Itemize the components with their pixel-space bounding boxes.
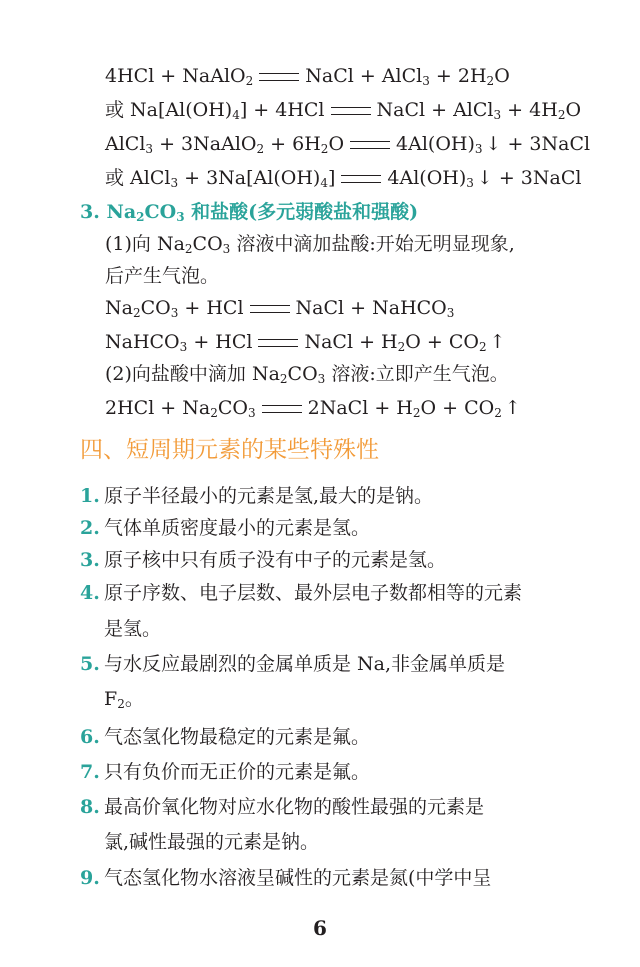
reaction-line-6 [105,330,506,354]
equals-sign [250,305,290,313]
list-item-9 [80,866,491,890]
item-number: 2. [80,517,100,539]
reaction-line-1 [105,64,510,88]
reaction-text: + HCl [178,297,244,319]
list-item-5-cont [104,687,144,711]
subscript: 2 [136,210,145,224]
subscript: 3 [474,142,483,156]
reaction-text: 4Al(OH) [387,167,467,189]
list-item-6 [80,725,370,749]
subscript: 2 [478,340,487,354]
reaction-text: 2HCl + Na [105,397,211,419]
reaction-text: NaCl + NaHCO [295,297,447,319]
subscript: 3 [170,176,179,190]
reaction-text: O + CO [405,331,479,353]
reaction-text: + 2H [429,65,487,87]
item-text: 气态氢化物最稳定的元素是氟。 [104,726,371,748]
subscript: 3 [317,372,326,386]
reaction-text: + 6H [264,133,321,155]
reaction-text: NaCl + H [304,331,398,353]
item-number: 1. [80,485,100,507]
reaction-text: 4Al(OH) [396,133,475,155]
equals-sign [259,73,299,81]
item-text: 最高价氧化物对应水化物的酸性最强的元素是 [104,796,485,818]
paragraph-1-cont [105,264,219,288]
item-text: 原子序数、电子层数、最外层电子数都相等的元素 [104,582,523,604]
item-text: 原子半径最小的元素是氢,最大的是钠。 [104,485,434,507]
reaction-text: + 3NaCl [501,133,591,155]
item-text: 是氢。 [104,618,162,640]
reaction-text: O [328,133,345,155]
reaction-text: + 3NaAlO [153,133,257,155]
item-text: 。 [124,688,144,710]
item-number: 4. [80,582,100,604]
paragraph-text: (2)向盐酸中滴加 Na [105,363,280,385]
subscript: 3 [493,108,502,122]
subscript: 2 [256,142,265,156]
subscript: 3 [422,74,430,88]
reaction-text: + 3NaCl [492,167,582,189]
equals-sign [258,339,298,347]
reaction-text: NaHCO [105,331,180,353]
paragraph-text: (1)向 Na [105,233,185,255]
item-number: 9. [80,867,100,889]
reaction-text: Na [105,297,133,319]
reaction-text: ] [327,167,336,189]
subscript: 2 [397,340,406,354]
reaction-line-4 [105,166,581,190]
item-text: 与水反应最剧烈的金属单质是 Na,非金属单质是 [104,653,506,675]
list-item-4 [80,581,522,605]
paragraph-1 [105,232,515,256]
reaction-line-5 [105,296,454,320]
subscript: 3 [179,340,188,354]
page-number: 6 [313,916,327,940]
section-4-title: 四、短周期元素的某些特殊性 [80,437,379,463]
subscript: 2 [320,142,329,156]
reaction-text: O + CO [420,397,495,419]
reaction-text: + 4H [501,99,558,121]
paragraph-text: CO [192,233,223,255]
reaction-text: CO [217,397,248,419]
subscript: 3 [248,406,256,420]
subscript: 2 [117,697,125,711]
list-item-2 [80,516,370,540]
item-text: 只有负价而无正价的元素是氟。 [104,761,371,783]
list-item-5 [80,652,505,676]
reaction-text: + HCl [187,331,253,353]
equals-sign [262,405,302,413]
reaction-text: O [494,65,510,87]
reaction-text: ] + 4HCl [239,99,325,121]
reaction-line-2 [105,98,581,122]
subscript: 3 [170,306,179,320]
subscript: 3 [222,242,231,256]
precipitate-arrow-icon: ↓ [485,133,502,155]
subscript: 2 [494,406,502,420]
gas-arrow-icon: ↑ [489,331,506,353]
list-item-8 [80,795,484,819]
reaction-text: 4HCl + NaAlO [105,65,246,87]
item-text: 气体单质密度最小的元素是氢。 [104,517,371,539]
paragraph-text: 溶液中滴加盐酸:开始无明显现象, [230,233,515,255]
subscript: 4 [320,176,328,190]
subscript: 3 [466,176,474,190]
precipitate-arrow-icon: ↓ [476,167,493,189]
reaction-text: 或 AlCl [105,167,171,189]
reaction-text: 或 Na[Al(OH) [105,99,233,121]
subscript: 2 [132,306,141,320]
item-number: 5. [80,653,100,675]
reaction-text: CO [140,297,171,319]
reaction-line-7 [105,396,521,420]
list-item-7 [80,760,370,784]
paragraph-text: 溶液:立即产生气泡。 [325,363,509,385]
subscript: 2 [557,108,566,122]
heading-text: 和盐酸(多元弱酸盐和强酸) [184,201,419,223]
paragraph-2 [105,362,509,386]
item-text: 原子核中只有质子没有中子的元素是氢。 [104,549,447,571]
reaction-text: 2NaCl + H [307,397,413,419]
reaction-text: + 3Na[Al(OH) [178,167,321,189]
item-text: 氯,碱性最强的元素是钠。 [104,831,320,853]
subscript: 3 [145,142,154,156]
reaction-text: NaCl + AlCl [376,99,494,121]
gas-arrow-icon: ↑ [504,397,521,419]
list-item-1 [80,484,433,508]
paragraph-text: CO [287,363,318,385]
item-number: 3. [80,549,100,571]
subscript: 2 [486,74,495,88]
item-number: 7. [80,761,100,783]
list-item-8-cont [104,830,319,854]
subscript: 3 [446,306,455,320]
list-item-4-cont [104,617,161,641]
reaction-text: AlCl [105,133,146,155]
equals-sign [341,175,381,183]
subscript: 2 [279,372,288,386]
reaction-text: NaCl + AlCl [305,65,423,87]
equals-sign [331,107,371,115]
item-number: 8. [80,796,100,818]
subsection-number: 3. [80,201,100,223]
item-text: F [104,688,118,710]
subscript: 2 [210,406,218,420]
reaction-text: O [565,99,582,121]
equals-sign [350,141,390,149]
item-number: 6. [80,726,100,748]
subscript: 2 [184,242,193,256]
paragraph-text: 后产生气泡。 [105,265,220,287]
heading-text: Na [99,201,137,223]
list-item-3 [80,548,446,572]
subscript: 3 [176,210,185,224]
subsection-3-heading [80,200,418,224]
heading-text: CO [144,201,177,223]
subscript: 4 [232,108,240,122]
subscript: 2 [245,74,254,88]
item-text: 气态氢化物水溶液呈碱性的元素是氮(中学中呈 [104,867,492,889]
reaction-line-3 [105,132,590,156]
subscript: 2 [412,406,421,420]
